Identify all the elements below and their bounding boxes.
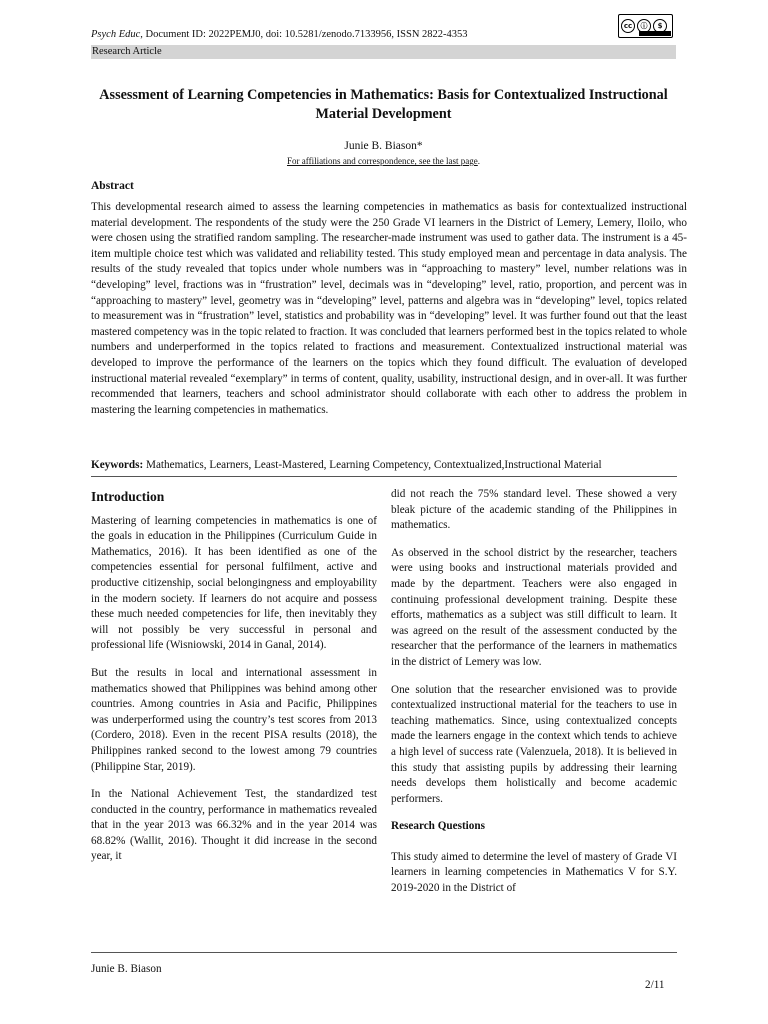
journal-citation [91, 29, 468, 40]
body-paragraph: One solution that the researcher envisioned was to provide contextualized instructional material for the teachers to use in teaching mathematics. Since, using contextualized concepts made the learners engage in the context which tends to achieve a high level of success rate (Valenzuela, 2018). It is believed in this study that assisting pupils by addressing their learning needs develops them holistically and become academic performers. [391, 683, 677, 805]
intro-paragraph: In the National Achievement Test, the standardized test conducted in the country, performance in mathematics revealed that in the year 2013 was 66.32% and in the year 2014 was 68.82% (Wallit, 2016). Thought it did increase in the second year, it [91, 788, 377, 863]
abstract-text: This developmental research aimed to assess the learning competencies in mathematics as basis for contextualized instructional material development. The respondents of the study were the 250 Grade VI learners in the District of Lemery, Lemery, Iloilo, who were chosen using the stratified random sampling. The researcher-made instrument was used to gather data. The instrument is a 45-item multiple choice test which was validated and reliability tested. This study employed mean and percentage in data analysis. The results of the study revealed that topics under whole numbers was in “approaching to mastery” level, number relations was in “developing” level, fractions was in “frustration” level, decimals was in “developing” level, ratio, proportion, and percent was in “approaching to mastery” level, geometry was in “developing” level, patterns and algebra was in “developing” level, topics related to measurement was in “frustration” level, statistics and probability was in “developing” level. It was further found out that the least mastered competency was in the topic related to fraction. It was concluded that learners performed best in the topics related to whole numbers and underperformed in the topics related to fractions and measurement. Contextualized instructional material was developed to improve the performance of the learners on the topics which they found difficult. The evaluation of developed instructional material revealed “exemplary” in terms of content, quality, usability, instructional design, and in over-all. It was further recommended that learners, teachers and school administrator should collaborate with each other to address the problem in mastering the learning competencies in mathematics. [91, 201, 687, 416]
citation-meta: , Document ID: 2022PEMJ0, doi: 10.5281/zenodo.7133956, ISSN 2822-4353 [140, 29, 468, 40]
body-paragraph: As observed in the school district by the researcher, teachers were using books and instructional materials provided and made by the department. Teachers were also engaged in continuing professional development training. Despite these efforts, mathematics as a subject was still difficult to learn. It was agreed on the result of the assessment conducted by the researcher that the performance of the learners in mathematics in the district of Lemery was low. [391, 546, 677, 668]
keywords-label: Keywords: [91, 459, 144, 471]
body-paragraph: did not reach the 75% standard level. These showed a very bleak picture of the academic standing of the Philippines in mathematics. [391, 488, 677, 532]
paper-title: Assessment of Learning Competencies in Mathematics: Basis for Contextualized Instructional Material Development [99, 87, 668, 122]
affiliation-link[interactable]: For affiliations and correspondence, see the last page [286, 156, 478, 166]
license-badge[interactable] [618, 14, 673, 38]
nc-icon: $ [653, 19, 667, 33]
introduction-heading: Introduction [91, 489, 165, 504]
body-paragraph: This study aimed to determine the level of mastery of Grade VI learners in learning competencies in Mathematics V for S.Y. 2019-2020 in the District of [391, 850, 677, 895]
section-divider [91, 476, 677, 477]
research-questions-heading: Research Questions [391, 820, 485, 833]
article-type-bar [91, 45, 676, 59]
article-type: Research Article [92, 46, 162, 57]
right-column [391, 487, 677, 909]
intro-paragraph: Mastering of learning competencies in mathematics is one of the goals in education in the Philippines (Curriculum Guide in Mathematics, 2016). It has been identified as one of the competencies essential for personal fulfilment, active and productive citizenship, social belongingness and employability in the modern society. If learners do not acquire and possess these much needed competencies for life, then inevitably they will not possibly be very successful in personal and professional life (Wisniowski, 2014 in Ganal, 2014). [91, 514, 377, 652]
affiliation-note [91, 156, 676, 166]
cc-icon: cc [621, 19, 635, 33]
keywords [91, 459, 691, 471]
page-number: 2/11 [645, 979, 665, 991]
by-icon: ⓘ [637, 19, 651, 33]
abstract-heading: Abstract [91, 180, 134, 192]
left-column [91, 489, 377, 877]
author-name: Junie B. Biason* [344, 140, 423, 152]
intro-paragraph: But the results in local and international assessment in mathematics showed that Philippines was behind among other countries. Among countries in Asia and Pacific, Philippines was underperformed using the country’s test scores from 2013 (Cordero, 2018). Even in the recent PISA results (2018), the Philippines ranked second to the lowest among 79 countries (Philippine Star, 2019). [91, 666, 377, 773]
footer-author: Junie B. Biason [91, 963, 162, 975]
footer-divider [91, 952, 677, 953]
affiliation-suffix: . [477, 156, 481, 166]
keywords-text: Mathematics, Learners, Least-Mastered, Learning Competency, Contextualized,Instructional Material [143, 459, 602, 471]
license-strip [639, 31, 671, 36]
journal-name: Psych Educ [91, 29, 141, 40]
